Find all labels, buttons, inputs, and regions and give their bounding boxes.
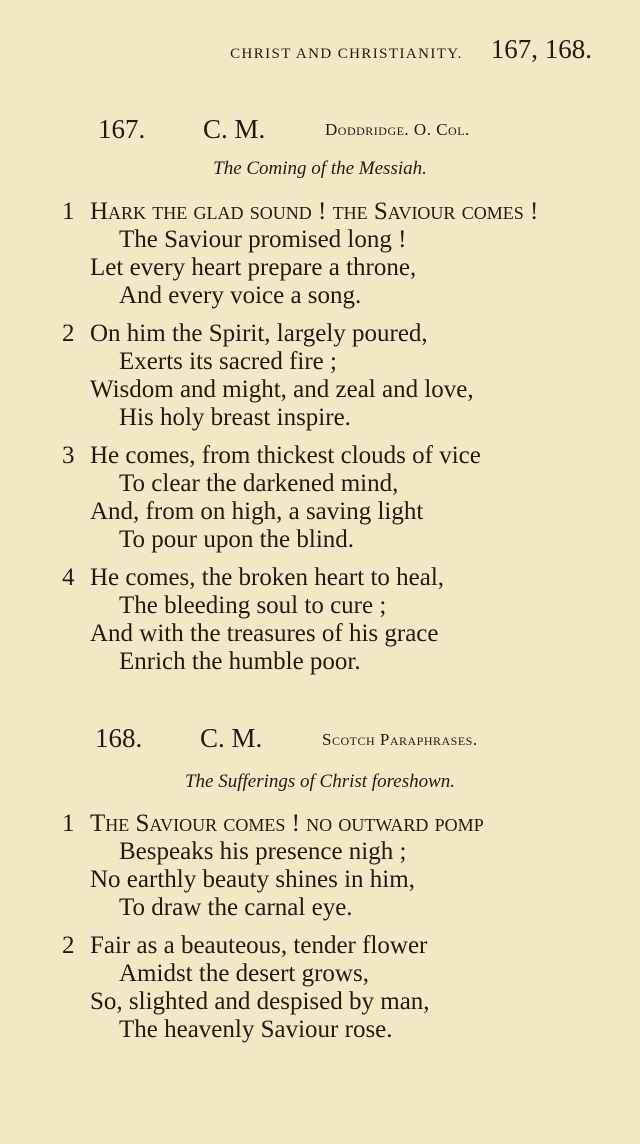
verse-line: To draw the carnal eye. xyxy=(119,894,353,921)
hymn-meter: C. M. xyxy=(200,723,263,753)
hymn-attribution: Scotch Paraphrases. xyxy=(322,730,478,749)
verse-line: The Saviour promised long ! xyxy=(119,226,407,253)
verse-line: Enrich the humble poor. xyxy=(119,648,361,675)
verse-line: His holy breast inspire. xyxy=(119,404,351,431)
verse-line: He comes, from thickest clouds of vice xyxy=(90,442,481,469)
verse-line: And every voice a song. xyxy=(119,282,362,309)
hymn-168-subtitle: The Sufferings of Christ foreshown. xyxy=(184,771,456,792)
verse-line: To clear the darkened mind, xyxy=(119,470,399,497)
verse-line: The heavenly Saviour rose. xyxy=(119,1016,393,1043)
stanza-number: 2 xyxy=(62,320,75,347)
verse-line: The bleeding soul to cure ; xyxy=(119,592,387,619)
stanza-number: 2 xyxy=(62,932,75,959)
running-head xyxy=(230,34,592,65)
running-head-page-numbers: 167, 168. xyxy=(490,34,592,64)
verse-line: And, from on high, a saving light xyxy=(90,498,424,525)
stanza-number: 1 xyxy=(62,810,75,837)
verse-line: On him the Spirit, largely poured, xyxy=(90,320,428,347)
stanza-number: 4 xyxy=(62,564,75,591)
verse-line: Hark the glad sound ! the Saviour comes ! xyxy=(90,198,539,225)
verse-line: Exerts its sacred fire ; xyxy=(119,348,337,375)
hymn-number: 168. xyxy=(95,723,143,753)
verse-line: He comes, the broken heart to heal, xyxy=(90,564,445,591)
stanza-number: 3 xyxy=(62,442,75,469)
verse-line: The Saviour comes ! no outward pomp xyxy=(90,810,484,837)
hymn-167-subtitle: The Coming of the Messiah. xyxy=(213,158,427,179)
hymn-number: 167. xyxy=(98,114,146,144)
verse-line: Amidst the desert grows, xyxy=(119,960,369,987)
verse-line: Bespeaks his presence nigh ; xyxy=(119,838,407,865)
hymn-attribution: Doddridge. O. Col. xyxy=(325,120,470,139)
verse-line: Wisdom and might, and zeal and love, xyxy=(90,376,474,403)
verse-line: Let every heart prepare a throne, xyxy=(90,254,417,281)
running-head-title: CHRIST AND CHRISTIANITY. xyxy=(230,46,463,62)
verse-line: And with the treasures of his grace xyxy=(90,620,439,647)
verse-line: Fair as a beauteous, tender flower xyxy=(90,932,428,959)
verse-line: No earthly beauty shines in him, xyxy=(90,866,415,893)
verse-line: To pour upon the blind. xyxy=(119,526,355,553)
hymn-meter: C. M. xyxy=(203,114,266,144)
stanza-number: 1 xyxy=(62,198,75,225)
verse-line: So, slighted and despised by man, xyxy=(90,988,430,1015)
